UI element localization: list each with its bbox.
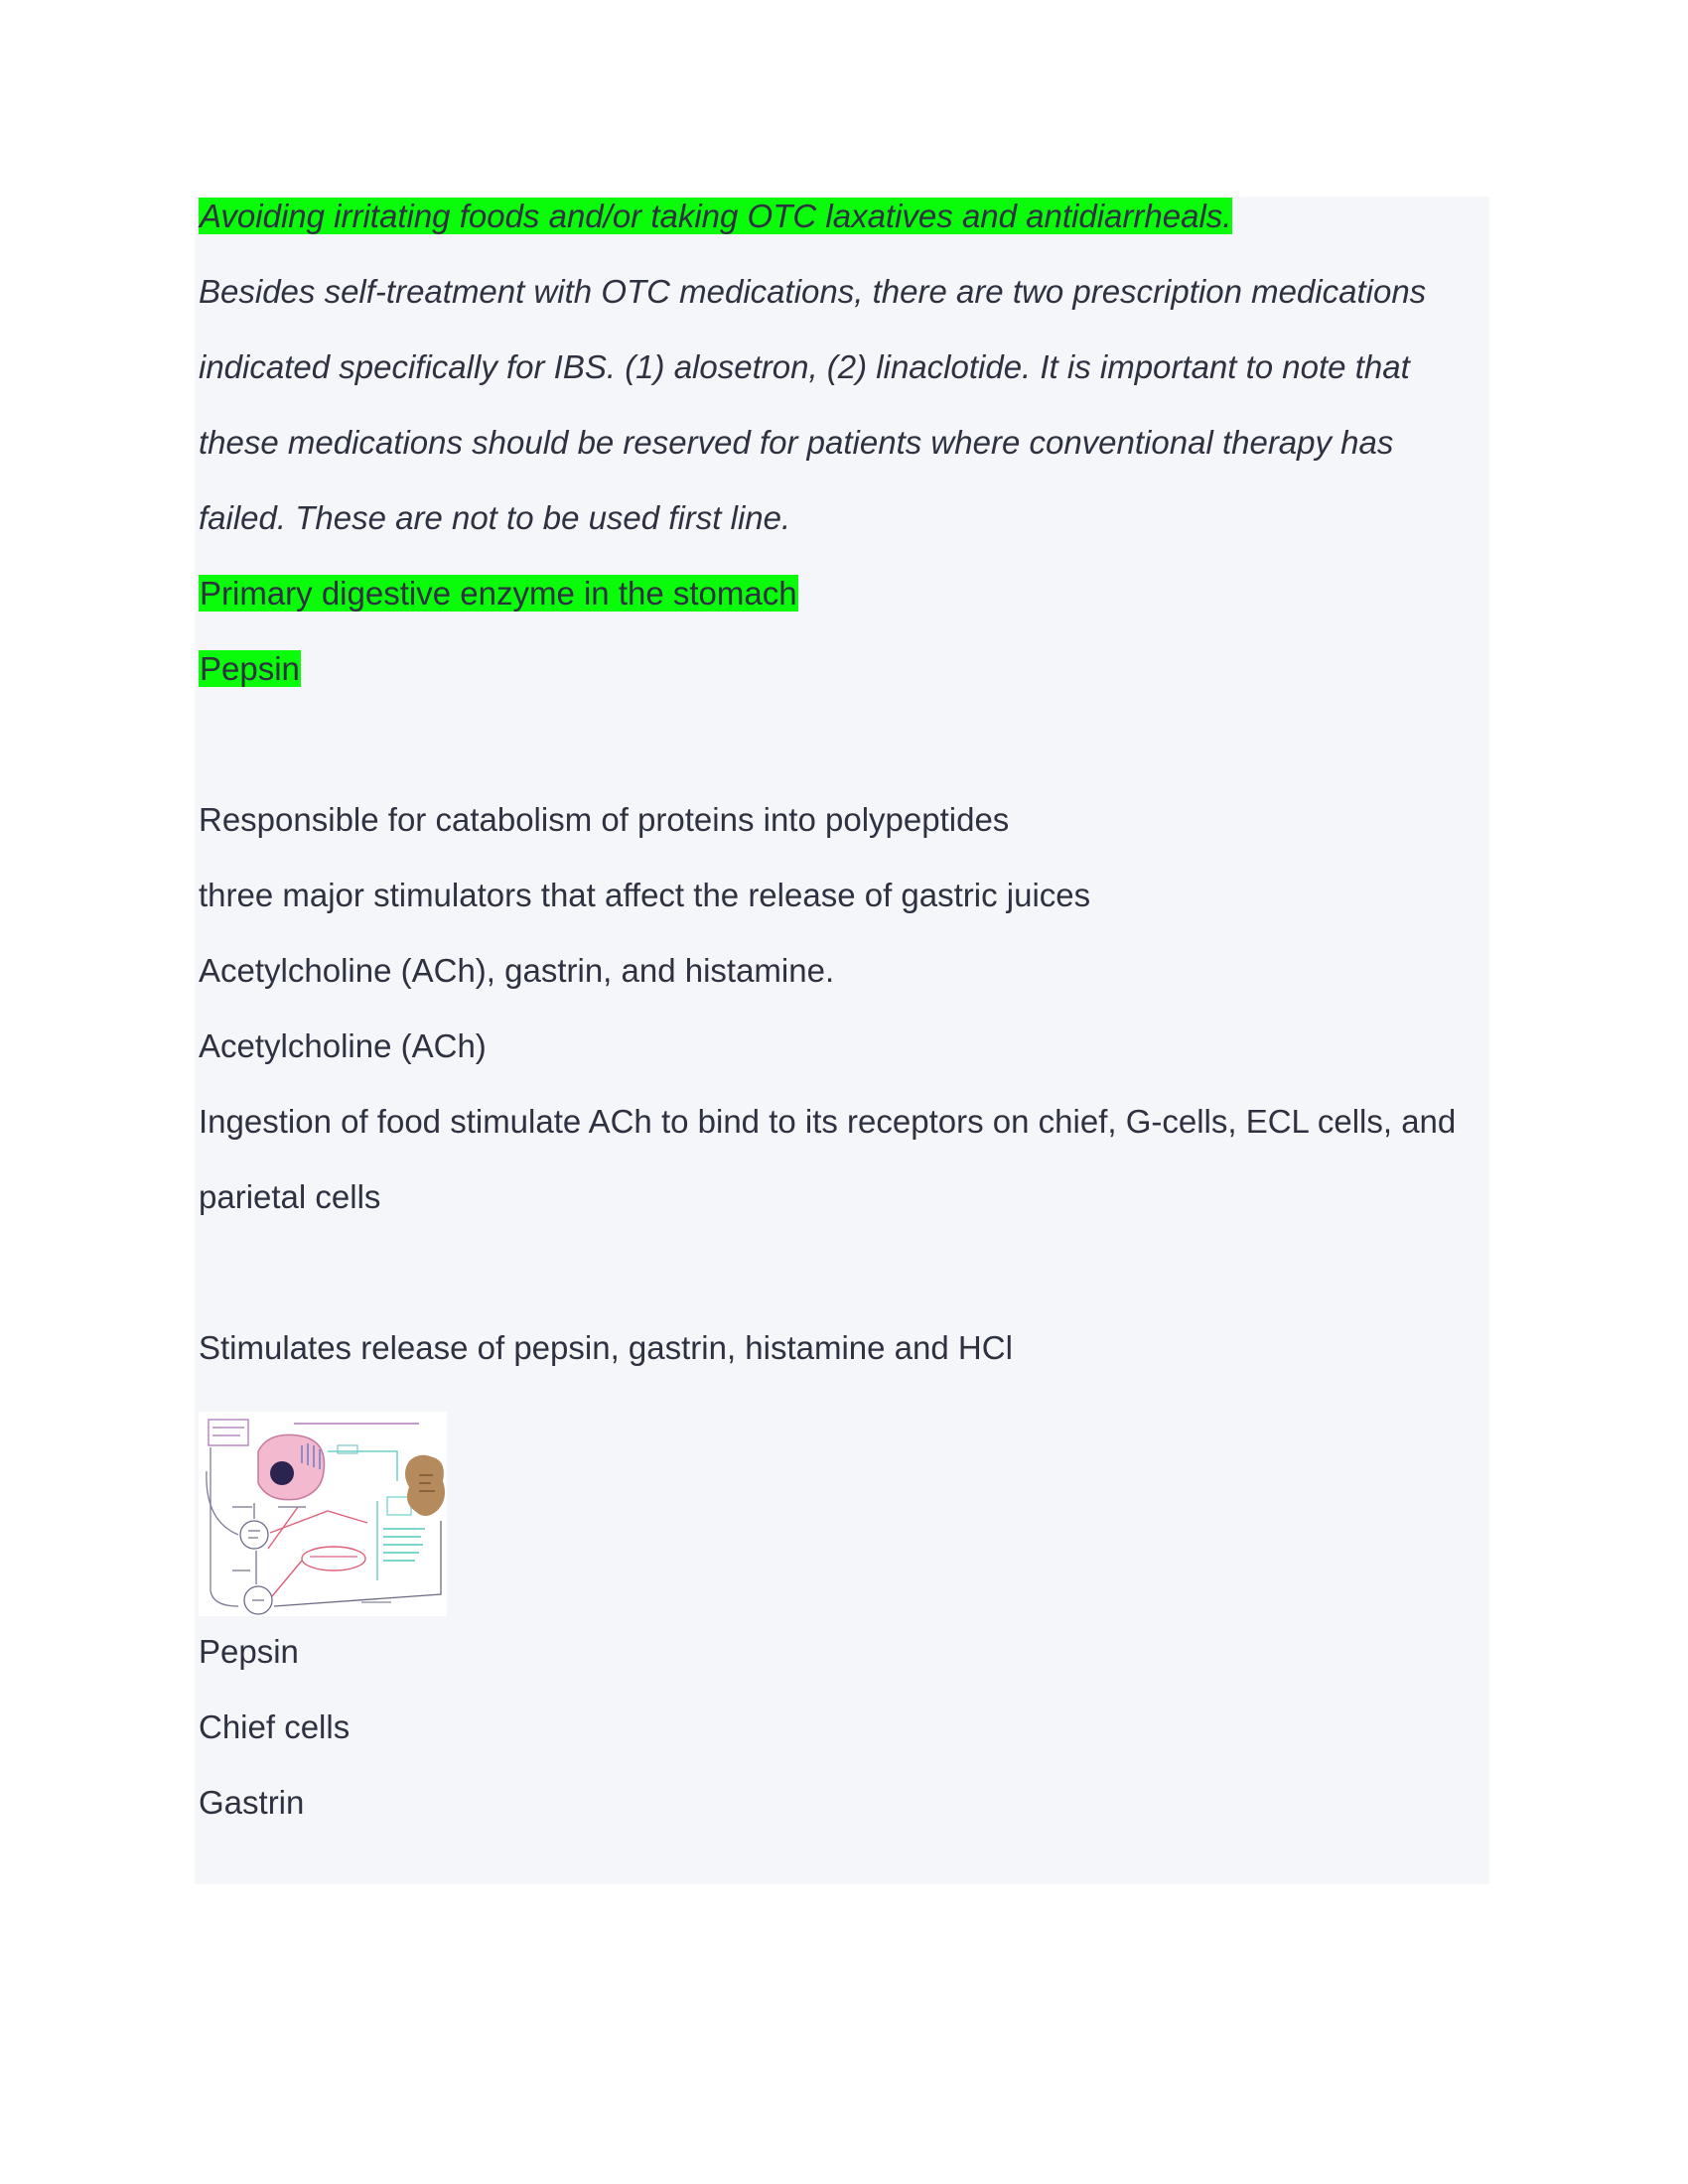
paragraph-besides-line-4: failed. These are not to be used first line. [199, 499, 791, 536]
text-stimulates: Stimulates release of pepsin, gastrin, histamine and HCl [199, 1329, 1013, 1366]
paragraph-besides-line-3: these medications should be reserved for patients where conventional therapy has [199, 424, 1394, 461]
text-responsible: Responsible for catabolism of proteins into polypeptides [199, 801, 1010, 838]
text-chief-cells: Chief cells [199, 1708, 351, 1745]
highlighted-answer-pepsin: Pepsin [200, 650, 300, 687]
paragraph-besides-line-2: indicated specifically for IBS. (1) alosetron, (2) linaclotide. It is important to note that [199, 348, 1410, 385]
text-three-major: three major stimulators that affect the release of gastric juices [199, 877, 1091, 913]
content-block [195, 197, 1489, 1884]
paragraph-besides-line-1: Besides self-treatment with OTC medications, there are two prescription medications [199, 273, 1427, 310]
gastric-secretion-diagram [199, 1412, 447, 1616]
highlighted-note-avoiding: Avoiding irritating foods and/or taking OTC laxatives and antidiarrheals. [200, 198, 1232, 234]
text-gastrin: Gastrin [199, 1784, 305, 1821]
text-pepsin: Pepsin [199, 1633, 299, 1670]
text-ach: Acetylcholine (ACh) [199, 1027, 487, 1064]
text-ingestion-line-2: parietal cells [199, 1178, 381, 1215]
highlighted-question-primary-enzyme: Primary digestive enzyme in the stomach [200, 575, 797, 612]
text-ingestion-line-1: Ingestion of food stimulate ACh to bind to its receptors on chief, G-cells, ECL cells, and [199, 1103, 1457, 1140]
text-ach-list: Acetylcholine (ACh), gastrin, and histamine. [199, 952, 835, 989]
